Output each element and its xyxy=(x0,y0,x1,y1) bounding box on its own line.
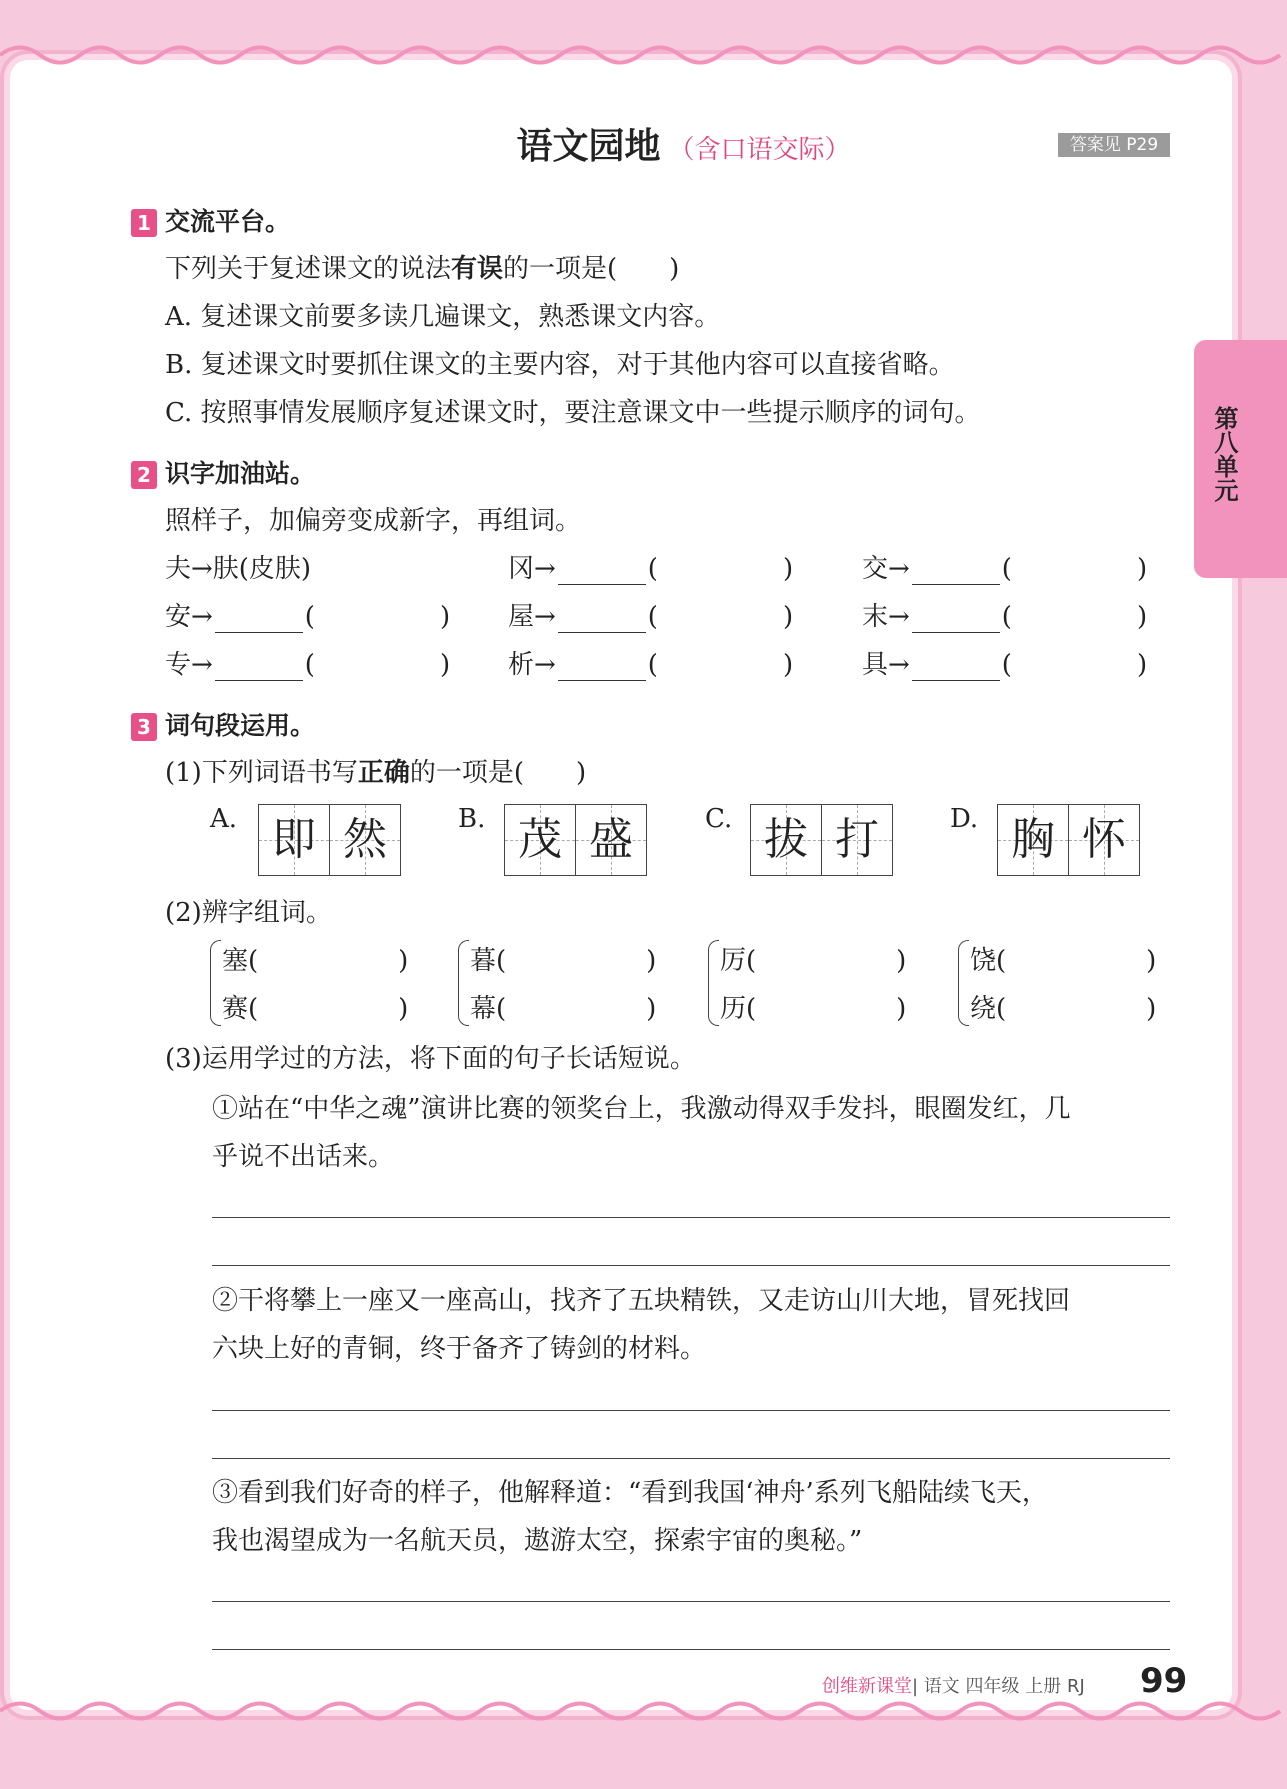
s2-item-label: 屋→ xyxy=(508,602,556,632)
rparen: ) xyxy=(398,946,409,976)
char: 打 xyxy=(835,814,879,865)
s2-item xyxy=(508,644,793,681)
footer-brand: 创维新课堂 xyxy=(822,1676,912,1697)
char: 胸 xyxy=(1011,814,1055,865)
char-cell xyxy=(998,805,1068,875)
q2-pair-bottom xyxy=(720,988,906,1025)
section-2-title: 识字加油站。 xyxy=(165,459,316,488)
q2-char: 赛( xyxy=(222,994,259,1024)
section-2-number: 2 xyxy=(131,461,157,489)
s2-item xyxy=(508,548,793,585)
lparen: ( xyxy=(304,602,315,632)
answer-blank[interactable] xyxy=(558,606,646,633)
option-letter-a: A. xyxy=(210,804,238,834)
char: 茂 xyxy=(518,814,562,865)
lparen: ( xyxy=(1001,650,1012,680)
rparen: ) xyxy=(782,554,794,584)
s1-option-c: C. 按照事情发展顺序复述课文时，要注意课文中一些提示顺序的词句。 xyxy=(165,398,981,428)
rparen: ) xyxy=(1136,650,1148,680)
section-1-heading xyxy=(131,202,290,238)
answer-blank[interactable] xyxy=(215,654,303,681)
lparen: ( xyxy=(647,650,658,680)
rparen: ) xyxy=(646,946,657,976)
option-letter-b: B. xyxy=(458,804,486,834)
rparen: ) xyxy=(896,994,907,1024)
sentence-1-line-2: 乎说不出话来。 xyxy=(212,1142,395,1172)
s3-q1 xyxy=(165,752,586,789)
section-3-heading xyxy=(131,706,315,742)
brace-icon xyxy=(458,940,469,1026)
s2-item-label: 交→ xyxy=(862,554,910,584)
answer-blank[interactable] xyxy=(912,558,1000,585)
s2-item-label: 析→ xyxy=(508,650,556,680)
rparen: ) xyxy=(1136,602,1148,632)
q2-pair-top xyxy=(720,940,906,977)
rparen: ) xyxy=(1146,994,1157,1024)
lparen: ( xyxy=(647,554,658,584)
rparen: ) xyxy=(1136,554,1148,584)
rparen: ) xyxy=(439,602,451,632)
s3-q1-post: 的一项是( ) xyxy=(409,758,587,788)
answer-blank[interactable] xyxy=(912,654,1000,681)
page-title: 语文园地 xyxy=(516,126,661,167)
answer-blank[interactable] xyxy=(558,558,646,585)
q2-pair-top xyxy=(970,940,1156,977)
q2-pair-top xyxy=(222,940,408,977)
rparen: ) xyxy=(782,602,794,632)
s1-option-b: B. 复述课文时要抓住课文的主要内容，对于其他内容可以直接省略。 xyxy=(165,350,955,380)
option-a-char-box[interactable] xyxy=(258,804,401,876)
top-wave-border xyxy=(0,40,1287,70)
option-c-char-box[interactable] xyxy=(750,804,893,876)
char: 怀 xyxy=(1082,814,1126,865)
section-1-number: 1 xyxy=(131,209,157,237)
q2-pair-bottom xyxy=(470,988,656,1025)
s2-item-label: 末→ xyxy=(862,602,910,632)
s2-item-label: 专→ xyxy=(165,650,213,680)
s2-item xyxy=(862,548,1147,585)
brace-icon xyxy=(708,940,719,1026)
s2-example: 夫→肤(皮肤) xyxy=(165,554,312,584)
sentence-2-line-2: 六块上好的青铜，终于备齐了铸剑的材料。 xyxy=(212,1334,707,1364)
q2-pair-bottom xyxy=(222,988,408,1025)
answer-line[interactable] xyxy=(212,1410,1170,1411)
s1-question-bold: 有误 xyxy=(451,254,504,284)
section-2-heading xyxy=(131,454,315,490)
char-cell xyxy=(821,805,892,875)
lparen: ( xyxy=(304,650,315,680)
char-cell xyxy=(1068,805,1139,875)
bottom-wave-border xyxy=(0,1696,1287,1726)
section-3-number: 3 xyxy=(131,713,157,741)
sentence-2-line-1: ②干将攀上一座又一座高山，找齐了五块精铁，又走访山川大地，冒死找回 xyxy=(212,1286,1071,1316)
footer-meta: | 语文 四年级 上册 RJ xyxy=(912,1676,1085,1697)
sentence-1-line-1: ①站在“中华之魂”演讲比赛的领奖台上，我激动得双手发抖，眼圈发红，几 xyxy=(212,1094,1071,1124)
s2-item-label: 安→ xyxy=(165,602,213,632)
s3-q1-bold: 正确 xyxy=(357,758,410,788)
answer-line[interactable] xyxy=(212,1265,1170,1266)
s2-item xyxy=(862,644,1147,681)
page-number: 99 xyxy=(1140,1661,1188,1701)
s1-option-a: A. 复述课文前要多读几遍课文，熟悉课文内容。 xyxy=(165,302,721,332)
char-cell xyxy=(505,805,575,875)
answer-line[interactable] xyxy=(212,1601,1170,1602)
footer-info xyxy=(822,1672,1085,1698)
rparen: ) xyxy=(646,994,657,1024)
answer-blank[interactable] xyxy=(912,606,1000,633)
answer-line[interactable] xyxy=(212,1217,1170,1218)
q2-char: 饶( xyxy=(970,946,1007,976)
answer-line[interactable] xyxy=(212,1458,1170,1459)
answer-blank[interactable] xyxy=(215,606,303,633)
s2-item-label: 冈→ xyxy=(508,554,556,584)
option-d-char-box[interactable] xyxy=(997,804,1140,876)
q2-pair-bottom xyxy=(970,988,1156,1025)
option-letter-d: D. xyxy=(950,804,979,834)
lparen: ( xyxy=(1001,602,1012,632)
sentence-3-line-1: ③看到我们好奇的样子，他解释道：“看到我国‘神舟’系列飞船陆续飞天， xyxy=(212,1478,1048,1508)
option-letter-c: C. xyxy=(705,804,733,834)
lparen: ( xyxy=(647,602,658,632)
char: 盛 xyxy=(589,814,633,865)
s2-item xyxy=(862,596,1147,633)
s1-question xyxy=(165,248,679,285)
brace-icon xyxy=(210,940,221,1026)
rparen: ) xyxy=(896,946,907,976)
q2-pair-top xyxy=(470,940,656,977)
rparen: ) xyxy=(782,650,794,680)
s2-instruction: 照样子，加偏旁变成新字，再组词。 xyxy=(165,506,582,536)
q2-char: 厉( xyxy=(720,946,757,976)
s1-question-post: 的一项是( ) xyxy=(503,254,680,284)
section-3-title: 词句段运用。 xyxy=(165,711,316,740)
rparen: ) xyxy=(439,650,451,680)
char-cell xyxy=(751,805,821,875)
q2-char: 绕( xyxy=(970,994,1007,1024)
s3-q3: (3)运用学过的方法，将下面的句子长话短说。 xyxy=(165,1044,696,1074)
lparen: ( xyxy=(1001,554,1012,584)
brace-icon xyxy=(958,940,969,1026)
page-subtitle: （含口语交际） xyxy=(668,135,851,165)
q2-char: 历( xyxy=(720,994,757,1024)
q2-char: 塞( xyxy=(222,946,259,976)
s2-item-label: 具→ xyxy=(862,650,910,680)
answer-reference-badge: 答案见 P29 xyxy=(1058,133,1170,157)
s2-item xyxy=(508,596,793,633)
s1-question-pre: 下列关于复述课文的说法 xyxy=(165,254,452,284)
answer-blank[interactable] xyxy=(558,654,646,681)
char: 即 xyxy=(272,814,316,865)
unit-side-tab-label: 第八单元 xyxy=(1210,406,1238,502)
char: 然 xyxy=(343,814,387,865)
q2-char: 暮( xyxy=(470,946,507,976)
rparen: ) xyxy=(1146,946,1157,976)
s3-q2: (2)辨字组词。 xyxy=(165,898,332,928)
option-b-char-box[interactable] xyxy=(504,804,647,876)
s2-item xyxy=(165,596,450,633)
section-1-title: 交流平台。 xyxy=(165,207,291,236)
char-cell xyxy=(329,805,400,875)
answer-line[interactable] xyxy=(212,1649,1170,1650)
unit-side-tab xyxy=(1194,340,1287,578)
char: 拔 xyxy=(764,814,808,865)
char-cell xyxy=(575,805,646,875)
sentence-3-line-2: 我也渴望成为一名航天员，遨游太空，探索宇宙的奥秘。” xyxy=(212,1526,863,1556)
rparen: ) xyxy=(398,994,409,1024)
s3-q1-pre: (1)下列词语书写 xyxy=(165,758,358,788)
q2-char: 幕( xyxy=(470,994,507,1024)
char-cell xyxy=(259,805,329,875)
s2-item xyxy=(165,644,450,681)
